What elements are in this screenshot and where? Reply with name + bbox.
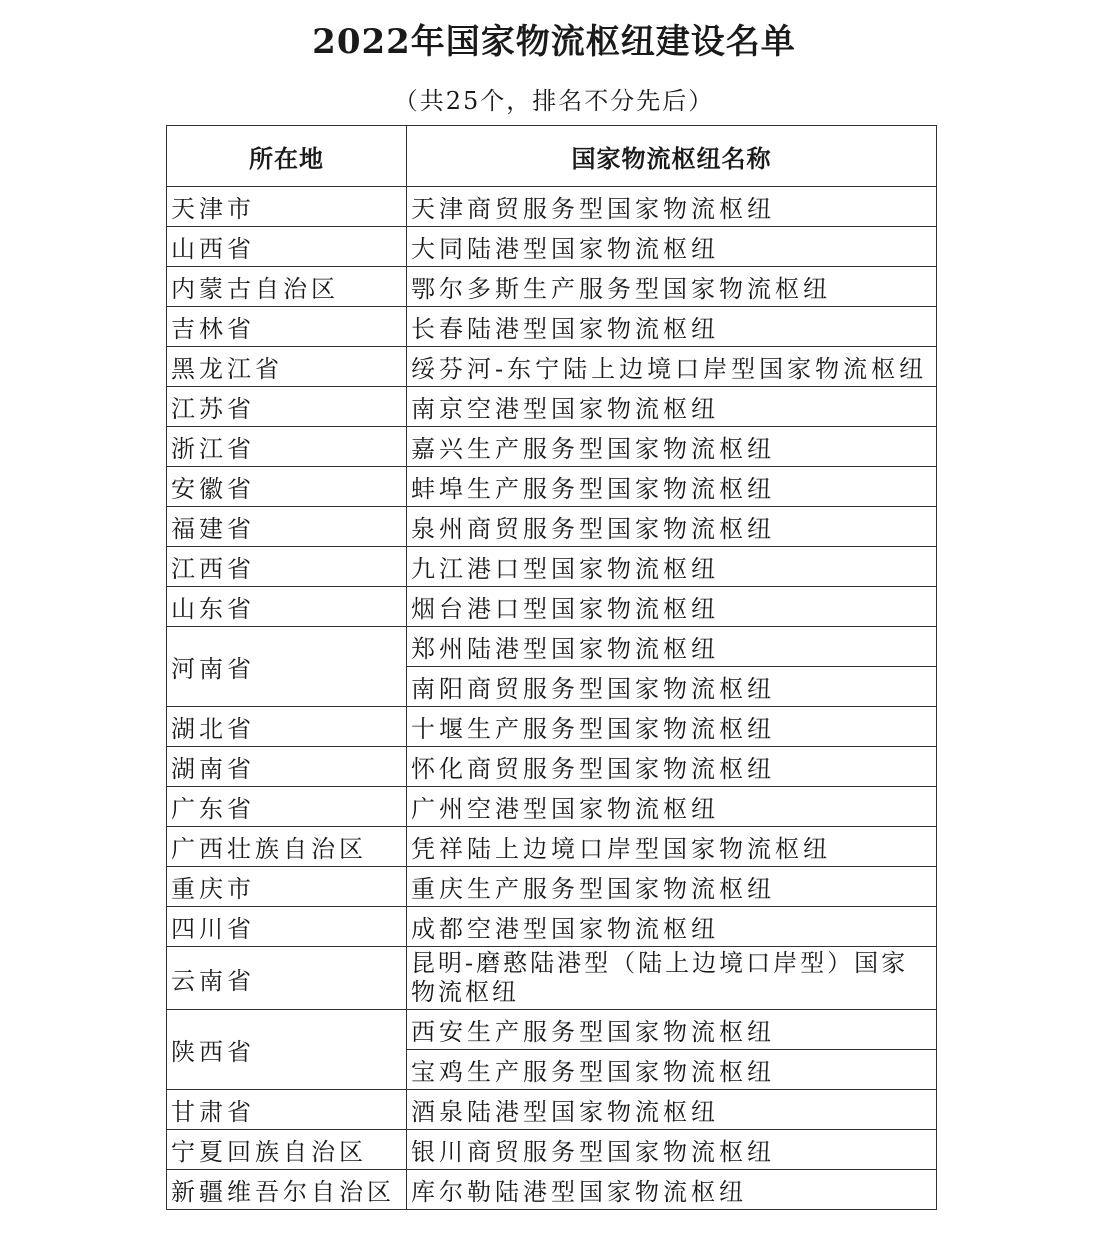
- hub-name-cell: 银川商贸服务型国家物流枢纽: [407, 1130, 937, 1170]
- table-row: [167, 387, 937, 427]
- table-row: [167, 547, 937, 587]
- table-row: [167, 427, 937, 467]
- location-cell: 江苏省: [167, 387, 407, 427]
- column-header-location: 所在地: [167, 126, 407, 187]
- hub-name-cell: 郑州陆港型国家物流枢纽: [407, 627, 937, 667]
- location-cell: 山东省: [167, 587, 407, 627]
- hub-name-cell: 嘉兴生产服务型国家物流枢纽: [407, 427, 937, 467]
- hub-name-cell: 大同陆港型国家物流枢纽: [407, 227, 937, 267]
- hub-name-cell: 重庆生产服务型国家物流枢纽: [407, 867, 937, 907]
- table-row: [167, 347, 937, 387]
- table-row: [167, 1090, 937, 1130]
- location-cell: 湖北省: [167, 707, 407, 747]
- table-row: [167, 947, 937, 1010]
- location-cell: 浙江省: [167, 427, 407, 467]
- table-row: [167, 867, 937, 907]
- hub-name-cell: 宝鸡生产服务型国家物流枢纽: [407, 1050, 937, 1090]
- location-cell: 广西壮族自治区: [167, 827, 407, 867]
- hub-name-cell: 烟台港口型国家物流枢纽: [407, 587, 937, 627]
- table-row: [167, 307, 937, 347]
- hub-name-cell: 广州空港型国家物流枢纽: [407, 787, 937, 827]
- hub-name-cell: 鄂尔多斯生产服务型国家物流枢纽: [407, 267, 937, 307]
- table-row: [167, 1130, 937, 1170]
- table-row: [167, 507, 937, 547]
- location-cell: 天津市: [167, 187, 407, 227]
- table-row: [167, 587, 937, 627]
- hub-name-cell: 酒泉陆港型国家物流枢纽: [407, 1090, 937, 1130]
- hub-name-cell: 绥芬河-东宁陆上边境口岸型国家物流枢纽: [407, 347, 937, 387]
- location-cell: 黑龙江省: [167, 347, 407, 387]
- hub-name-cell: 南京空港型国家物流枢纽: [407, 387, 937, 427]
- table-row: [167, 707, 937, 747]
- location-cell: 陕西省: [167, 1010, 407, 1090]
- table-row: [167, 467, 937, 507]
- hub-name-cell: 九江港口型国家物流枢纽: [407, 547, 937, 587]
- location-cell: 吉林省: [167, 307, 407, 347]
- location-cell: 江西省: [167, 547, 407, 587]
- hub-table: [166, 125, 937, 1210]
- hub-name-cell: 怀化商贸服务型国家物流枢纽: [407, 747, 937, 787]
- page-title: 2022年国家物流枢纽建设名单: [312, 22, 796, 62]
- location-cell: 重庆市: [167, 867, 407, 907]
- location-cell: 山西省: [167, 227, 407, 267]
- hub-name-cell: 南阳商贸服务型国家物流枢纽: [407, 667, 937, 707]
- location-cell: 新疆维吾尔自治区: [167, 1170, 407, 1210]
- hub-name-cell: 蚌埠生产服务型国家物流枢纽: [407, 467, 937, 507]
- hub-name-cell: 十堰生产服务型国家物流枢纽: [407, 707, 937, 747]
- table-row: [167, 827, 937, 867]
- location-cell: 内蒙古自治区: [167, 267, 407, 307]
- table-body: [167, 187, 937, 1210]
- location-cell: 湖南省: [167, 747, 407, 787]
- page-subtitle: （共25个，排名不分先后）: [393, 87, 715, 115]
- hub-name-cell: 泉州商贸服务型国家物流枢纽: [407, 507, 937, 547]
- location-cell: 甘肃省: [167, 1090, 407, 1130]
- hub-name-cell: 成都空港型国家物流枢纽: [407, 907, 937, 947]
- column-header-hub-name: 国家物流枢纽名称: [407, 126, 937, 187]
- location-cell: 安徽省: [167, 467, 407, 507]
- location-cell: 四川省: [167, 907, 407, 947]
- table-row: [167, 227, 937, 267]
- table-row: [167, 787, 937, 827]
- location-cell: 河南省: [167, 627, 407, 707]
- hub-name-cell: 长春陆港型国家物流枢纽: [407, 307, 937, 347]
- hub-name-cell: 西安生产服务型国家物流枢纽: [407, 1010, 937, 1050]
- table-row: [167, 267, 937, 307]
- location-cell: 福建省: [167, 507, 407, 547]
- table-row: [167, 627, 937, 667]
- table-row: [167, 907, 937, 947]
- location-cell: 宁夏回族自治区: [167, 1130, 407, 1170]
- hub-name-cell: 天津商贸服务型国家物流枢纽: [407, 187, 937, 227]
- table-row: [167, 1170, 937, 1210]
- table-row: [167, 187, 937, 227]
- location-cell: 广东省: [167, 787, 407, 827]
- table-header-row: [167, 126, 937, 187]
- hub-name-cell: 昆明-磨憨陆港型（陆上边境口岸型）国家物流枢纽: [407, 947, 937, 1010]
- hub-name-cell: 凭祥陆上边境口岸型国家物流枢纽: [407, 827, 937, 867]
- hub-name-cell: 库尔勒陆港型国家物流枢纽: [407, 1170, 937, 1210]
- table-row: [167, 747, 937, 787]
- table-row: [167, 1010, 937, 1050]
- location-cell: 云南省: [167, 947, 407, 1010]
